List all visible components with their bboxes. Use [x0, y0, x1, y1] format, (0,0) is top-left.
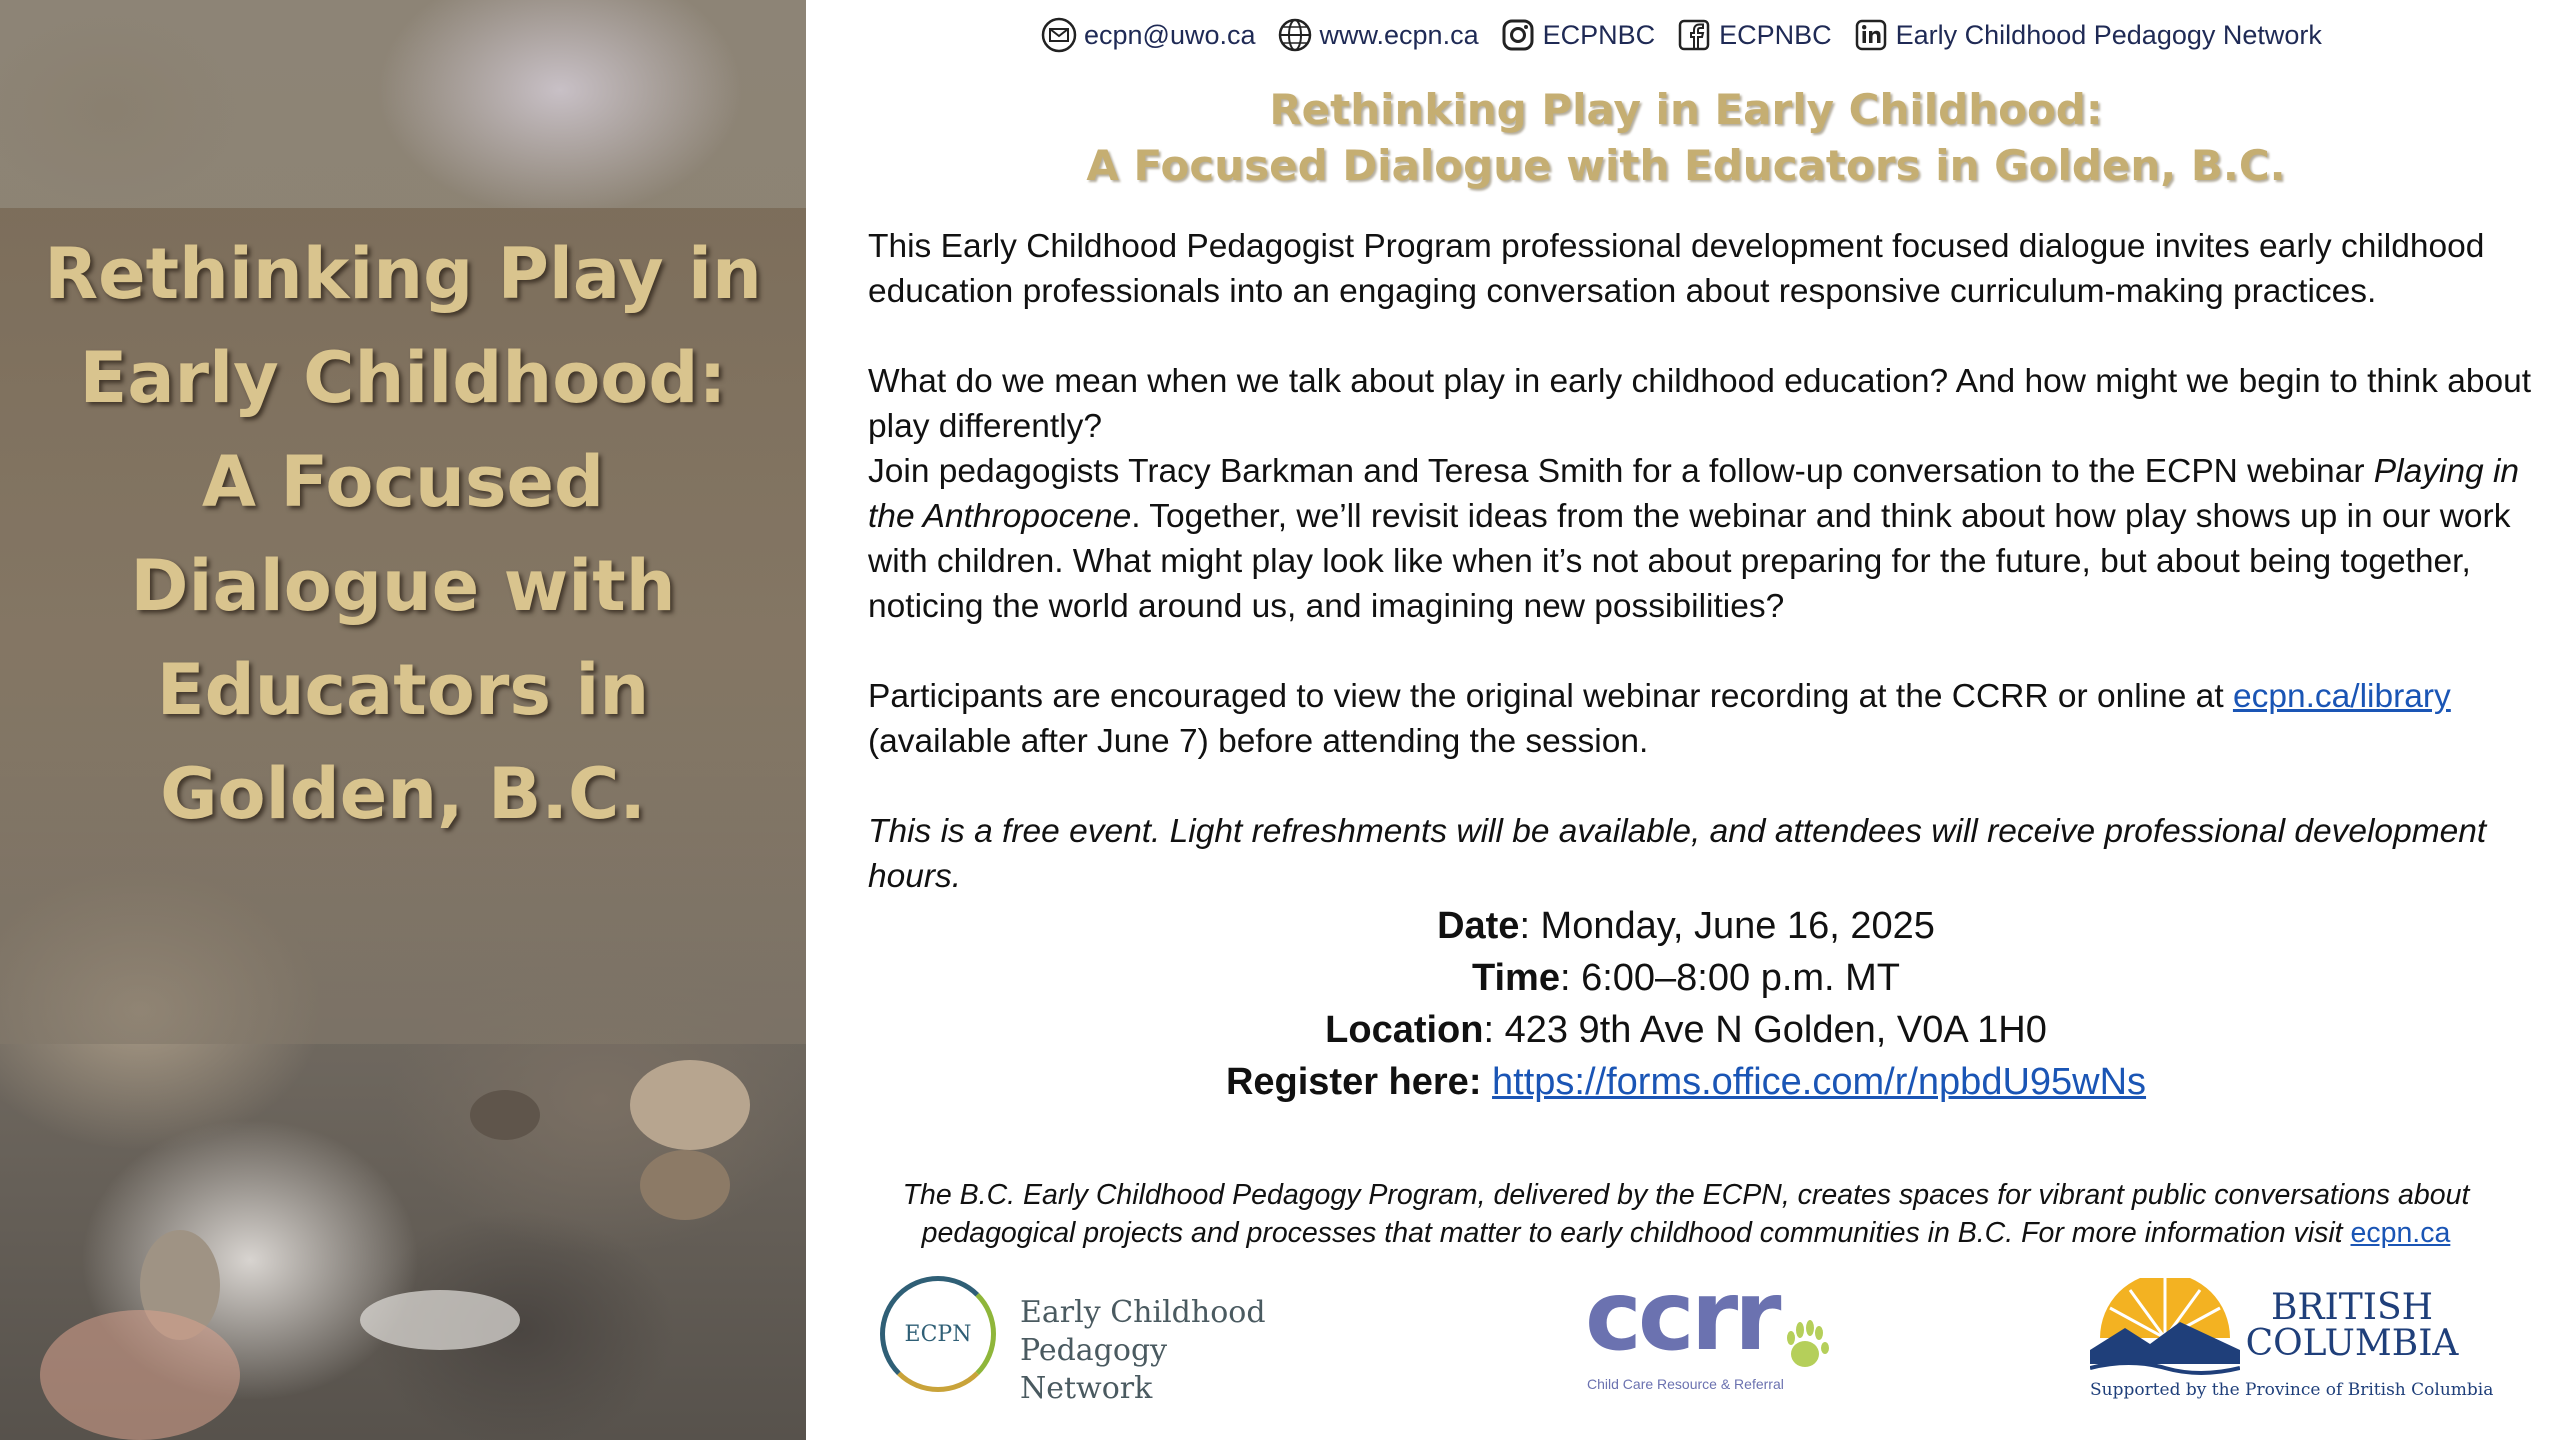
register-label: Register here:: [1225, 1061, 1482, 1103]
facebook-icon: [1675, 16, 1713, 54]
ecpn-wordmark-line1: Early Childhood: [1020, 1295, 1266, 1330]
date-row: [866, 900, 2506, 952]
ecpn-mark: ECPN: [880, 1276, 996, 1392]
linkedin-text: Early Childhood Pedagogy Network: [1895, 19, 2322, 50]
pebble-shape: [360, 1290, 520, 1350]
register-link[interactable]: https://forms.office.com/r/npbdU95wNs: [1492, 1061, 2147, 1103]
pebble-shape: [470, 1090, 540, 1140]
event-heading-line2: A Focused Dialogue with Educators in Golden, B.C.: [1086, 141, 2286, 190]
instagram-icon: [1499, 16, 1537, 54]
participants-text-after: (available after June 7) before attending the session.: [868, 723, 1649, 760]
poster-title-line: Early Childhood:: [79, 337, 727, 419]
contact-website[interactable]: [1276, 16, 1479, 54]
ccrr-wordmark: ccrr: [1585, 1260, 1778, 1372]
participants-text-before: Participants are encouraged to view the original webinar recording at the CCRR or online at: [868, 678, 2233, 715]
hero-photo: [0, 0, 806, 1440]
time-row: [866, 952, 2506, 1004]
instagram-text: ECPNBC: [1542, 19, 1656, 50]
library-link[interactable]: ecpn.ca/library: [2232, 678, 2451, 715]
program-footer-note: [866, 1176, 2506, 1252]
intro-paragraph: This Early Childhood Pedagogist Program professional development focused dialogue invites early childhood education professionals into an engaging conversation about responsive curriculum-making practices.: [868, 228, 2485, 310]
contact-facebook[interactable]: [1675, 16, 1832, 54]
facebook-text: ECPNBC: [1719, 19, 1832, 50]
contact-bar: [1040, 10, 2520, 60]
location-row: [866, 1004, 2506, 1056]
linkedin-icon: [1852, 16, 1890, 54]
join-paragraph: [868, 449, 2540, 629]
poster-title-line: Rethinking Play in: [44, 233, 762, 315]
bc-wordmark: [2242, 1287, 2462, 1364]
event-details: [866, 900, 2506, 1108]
location-value: : 423 9th Ave N Golden, V0A 1H0: [1483, 1009, 2047, 1051]
contact-email[interactable]: [1040, 16, 1256, 54]
contact-linkedin[interactable]: [1852, 16, 2322, 54]
time-label: Time: [1471, 957, 1560, 999]
ecpn-wordmark: [1020, 1294, 1300, 1408]
ecpn-logo: [880, 1272, 1300, 1406]
website-text: www.ecpn.ca: [1319, 19, 1479, 50]
globe-icon: [1276, 16, 1314, 54]
event-heading: [866, 82, 2506, 194]
date-value: : Monday, June 16, 2025: [1519, 905, 1935, 947]
ecpn-wordmark-line2: Pedagogy Network: [1020, 1333, 1168, 1406]
pebble-shape: [630, 1060, 750, 1150]
join-text-before: Join pedagogists Tracy Barkman and Teresa Smith for a follow-up conversation to the ECPN webinar: [868, 453, 2374, 490]
free-event-note: This is a free event. Light refreshments will be available, and attendees will receive professional development hours.: [868, 813, 2487, 895]
handprint-icon: [1783, 1314, 1833, 1374]
join-text-after: . Together, we’ll revisit ideas from the webinar and think about how play shows up in our work with children. What might play look like when it’s not about preparing for the future, but about being together, noticing the world around us, and imagining new possibilities?: [868, 498, 2511, 625]
bc-sun-mountain-icon: [2090, 1278, 2240, 1378]
mail-icon: [1040, 16, 1078, 54]
poster-title-line: Educators in: [156, 649, 650, 731]
bc-tagline: Supported by the Province of British Columbia: [2090, 1380, 2494, 1400]
poster-title-line: Golden, B.C.: [160, 753, 646, 835]
question-paragraph: What do we mean when we talk about play in early childhood education? And how might we begin to think about play differently?: [868, 363, 2532, 445]
email-text: ecpn@uwo.ca: [1084, 19, 1256, 50]
poster-title: [10, 222, 796, 846]
pebble-shape: [640, 1150, 730, 1220]
webinar-title: Playing in the Anthropocene: [868, 453, 2520, 535]
poster-title-line: A Focused: [201, 441, 605, 523]
bc-wordmark-line2: COLUMBIA: [2245, 1323, 2459, 1364]
date-label: Date: [1437, 905, 1520, 947]
ccrr-tagline: Child Care Resource & Referral: [1587, 1376, 1784, 1392]
footer-link[interactable]: ecpn.ca: [2350, 1217, 2451, 1249]
event-heading-line1: Rethinking Play in Early Childhood:: [1269, 85, 2103, 134]
participants-paragraph: [868, 674, 2540, 764]
poster-title-line: Dialogue with: [130, 545, 676, 627]
bc-wordmark-line1: BRITISH: [2270, 1287, 2434, 1328]
ccrr-logo: [1585, 1260, 1855, 1410]
contact-instagram[interactable]: [1499, 16, 1656, 54]
event-description: [868, 224, 2540, 899]
hand-shape: [40, 1310, 240, 1440]
time-value: : 6:00–8:00 p.m. MT: [1559, 957, 1901, 999]
footer-text: The B.C. Early Childhood Pedagogy Program, delivered by the ECPN, creates spaces for vibrant public conversations about pedagogical projects and processes that matter to early childhood communities in B.C. For more information visit: [902, 1179, 2470, 1249]
register-row: [866, 1056, 2506, 1108]
bc-logo: [2090, 1270, 2494, 1410]
location-label: Location: [1325, 1009, 1484, 1051]
